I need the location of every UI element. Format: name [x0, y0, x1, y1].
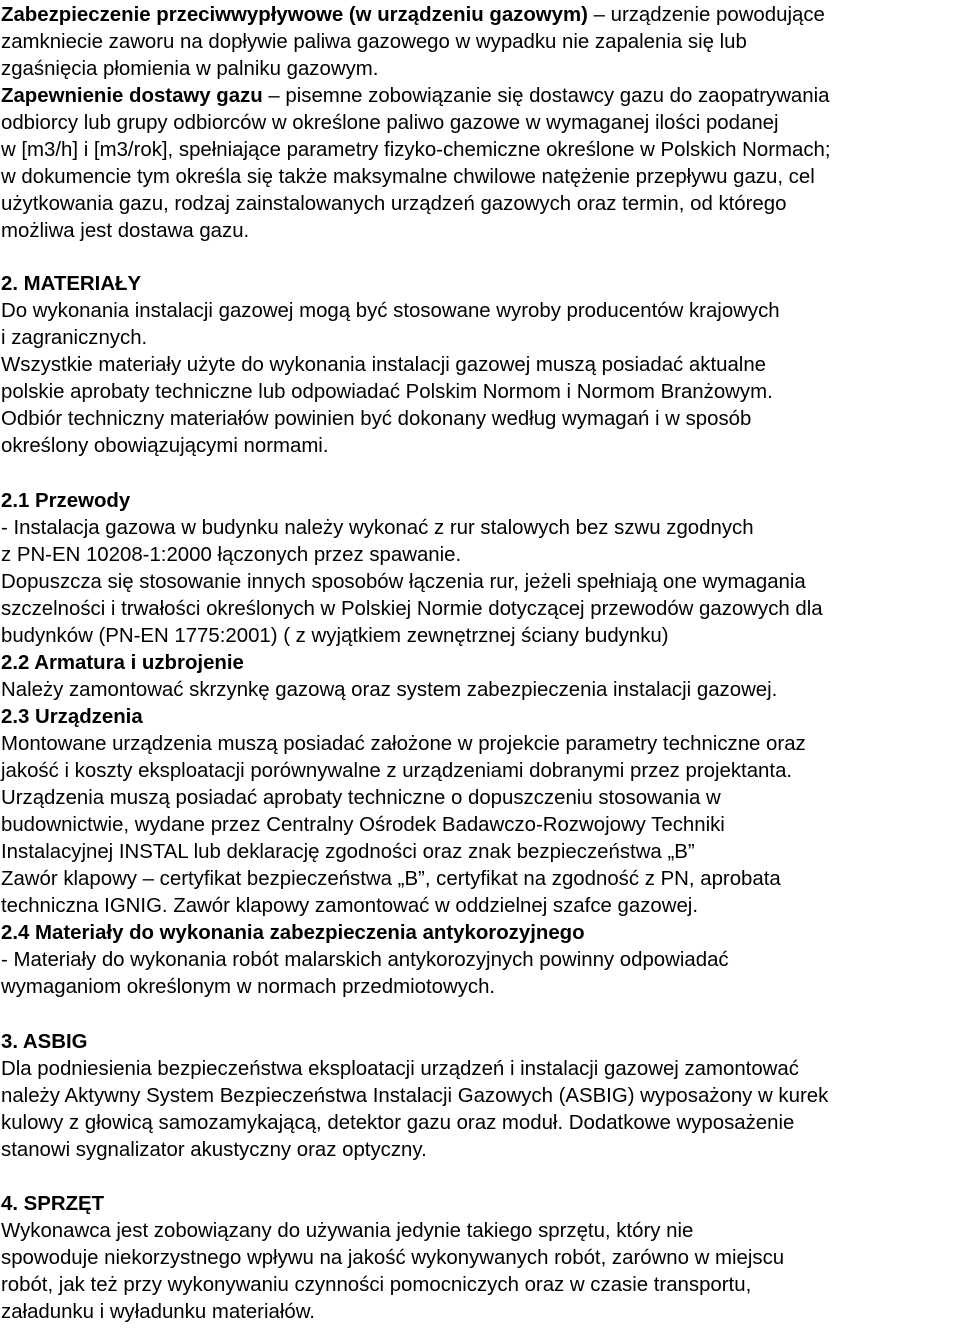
- body-text: techniczna IGNIG. Zawór klapowy zamontować w oddzielnej szafce gazowej.: [1, 895, 698, 917]
- text-line: [1, 650, 244, 677]
- text-line: [1, 433, 329, 460]
- text-line: [1, 893, 698, 920]
- text-line: [1, 164, 815, 191]
- text-line: [1, 758, 792, 785]
- body-text: - Materiały do wykonania robót malarskich antykorozyjnych powinny odpowiadać: [1, 949, 729, 971]
- text-line: [1, 29, 747, 56]
- heading-text: 2.1 Przewody: [1, 490, 131, 512]
- body-text: Dopuszcza się stosowanie innych sposobów łączenia rur, jeżeli spełniają one wymagania: [1, 571, 806, 593]
- text-line: [1, 1272, 751, 1299]
- body-text: robót, jak też przy wykonywaniu czynności pomocniczych oraz w czasie transportu,: [1, 1274, 752, 1296]
- text-line: [1, 731, 806, 758]
- body-text: – pisemne zobowiązanie się dostawcy gazu do zaopatrywania: [262, 85, 830, 107]
- body-text: w [m3/h] i [m3/rok], spełniające parametry fizyko-chemiczne określone w Polskich Normach;: [1, 139, 831, 161]
- body-text: Wykonawca jest zobowiązany do używania jedynie takiego sprzętu, który nie: [1, 1220, 694, 1242]
- body-text: należy Aktywny System Bezpieczeństwa Instalacji Gazowych (ASBIG) wyposażony w kurek: [1, 1085, 829, 1107]
- body-text: - Instalacja gazowa w budynku należy wykonać z rur stalowych bez szwu zgodnych: [1, 517, 754, 539]
- text-line: [1, 1245, 784, 1272]
- text-line: [1, 623, 669, 650]
- text-line: [1, 137, 831, 164]
- text-line: [1, 947, 729, 974]
- body-text: spowoduje niekorzystnego wpływu na jakość wykonywanych robót, zarówno w miejscu: [1, 1247, 785, 1269]
- heading-text: Zapewnienie dostawy gazu: [1, 85, 263, 107]
- body-text: Zawór klapowy – certyfikat bezpieczeństwa „B”, certyfikat na zgodność z PN, aprobata: [1, 868, 781, 890]
- text-line: [1, 325, 147, 352]
- text-line: [1, 974, 495, 1001]
- text-line: [1, 596, 823, 623]
- body-text: zamkniecie zaworu na dopływie paliwa gazowego w wypadku nie zapalenia się lub: [1, 31, 747, 53]
- text-line: [1, 56, 378, 83]
- body-text: wymaganiom określonym w normach przedmiotowych.: [1, 976, 496, 998]
- text-line: [1, 812, 725, 839]
- body-text: Do wykonania instalacji gazowej mogą być stosowane wyroby producentów krajowych: [1, 300, 780, 322]
- body-text: określony obowiązującymi normami.: [1, 435, 329, 457]
- text-line: [1, 839, 695, 866]
- body-text: jakość i koszty eksploatacji porównywalne z urządzeniami dobranymi przez projektanta.: [1, 760, 793, 782]
- body-text: i zagranicznych.: [1, 327, 148, 349]
- heading-text: Zabezpieczenie przeciwwypływowe (w urządzeniu gazowym): [1, 4, 588, 26]
- text-line: [1, 542, 461, 569]
- text-line: [1, 569, 806, 596]
- body-text: Instalacyjnej INSTAL lub deklarację zgodności oraz znak bezpieczeństwa „B”: [1, 841, 695, 863]
- text-line: [1, 2, 825, 29]
- body-text: Należy zamontować skrzynkę gazową oraz system zabezpieczenia instalacji gazowej.: [1, 679, 778, 701]
- body-text: Dla podniesienia bezpieczeństwa eksploatacji urządzeń i instalacji gazowej zamontować: [1, 1058, 799, 1080]
- body-text: odbiorcy lub grupy odbiorców w określone paliwo gazowe w wymaganej ilości podanej: [1, 112, 779, 134]
- heading-text: 2.4 Materiały do wykonania zabezpieczenia antykorozyjnego: [1, 922, 585, 944]
- text-line: [1, 677, 777, 704]
- heading-text: 2.2 Armatura i uzbrojenie: [1, 652, 244, 674]
- body-text: budownictwie, wydane przez Centralny Ośrodek Badawczo-Rozwojowy Techniki: [1, 814, 725, 836]
- body-text: szczelności i trwałości określonych w Polskiej Normie dotyczącej przewodów gazowych dla: [1, 598, 823, 620]
- text-line: [1, 352, 766, 379]
- heading-text: 2. MATERIAŁY: [1, 273, 142, 295]
- text-line: [1, 1218, 693, 1245]
- text-line: [1, 406, 751, 433]
- text-line: [1, 379, 773, 406]
- body-text: Urządzenia muszą posiadać aprobaty techniczne o dopuszczeniu stosowania w: [1, 787, 721, 809]
- body-text: w dokumencie tym określa się także maksymalne chwilowe natężenie przepływu gazu, cel: [1, 166, 815, 188]
- heading-text: 3. ASBIG: [1, 1031, 88, 1053]
- body-text: zgaśnięcia płomienia w palniku gazowym.: [1, 58, 379, 80]
- body-text: użytkowania gazu, rodzaj zainstalowanych urządzeń gazowych oraz termin, od którego: [1, 193, 787, 215]
- text-line: [1, 1056, 799, 1083]
- body-text: Montowane urządzenia muszą posiadać założone w projekcie parametry techniczne oraz: [1, 733, 806, 755]
- text-line: [1, 191, 786, 218]
- body-text: możliwa jest dostawa gazu.: [1, 220, 250, 242]
- body-text: budynków (PN-EN 1775:2001) ( z wyjątkiem zewnętrznej ściany budynku): [1, 625, 669, 647]
- text-line: [1, 83, 829, 110]
- text-line: [1, 785, 721, 812]
- body-text: – urządzenie powodujące: [587, 4, 825, 26]
- text-line: [1, 515, 754, 542]
- heading-text: 2.3 Urządzenia: [1, 706, 143, 728]
- body-text: Wszystkie materiały użyte do wykonania instalacji gazowej muszą posiadać aktualne: [1, 354, 767, 376]
- heading-text: 4. SPRZĘT: [1, 1193, 105, 1215]
- text-line: [1, 1029, 88, 1056]
- body-text: polskie aprobaty techniczne lub odpowiadać Polskim Normom i Normom Branżowym.: [1, 381, 773, 403]
- text-line: [1, 866, 781, 893]
- text-line: [1, 1110, 794, 1137]
- text-line: [1, 704, 143, 731]
- text-line: [1, 1299, 315, 1326]
- text-line: [1, 1083, 828, 1110]
- body-text: stanowi sygnalizator akustyczny oraz optyczny.: [1, 1139, 427, 1161]
- text-line: [1, 488, 130, 515]
- text-line: [1, 1191, 104, 1218]
- body-text: kulowy z głowicą samozamykającą, detektor gazu oraz moduł. Dodatkowe wyposażenie: [1, 1112, 795, 1134]
- body-text: Odbiór techniczny materiałów powinien być dokonany według wymagań i w sposób: [1, 408, 752, 430]
- text-line: [1, 298, 780, 325]
- body-text: załadunku i wyładunku materiałów.: [1, 1301, 315, 1323]
- text-line: [1, 110, 779, 137]
- text-line: [1, 218, 249, 245]
- body-text: z PN-EN 10208-1:2000 łączonych przez spawanie.: [1, 544, 462, 566]
- text-line: [1, 1137, 427, 1164]
- text-line: [1, 271, 141, 298]
- text-line: [1, 920, 585, 947]
